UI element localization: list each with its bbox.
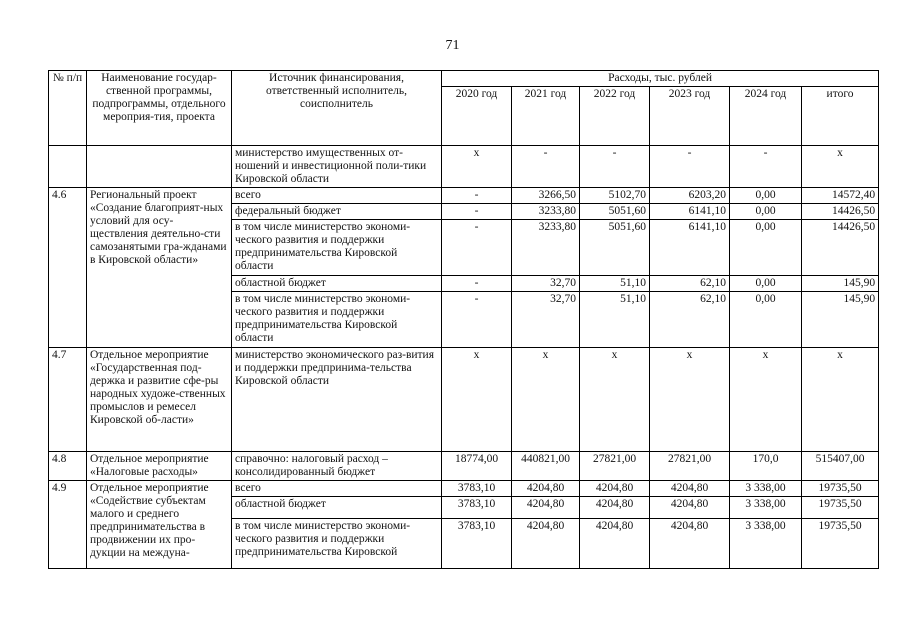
value-cell: 4204,80 [512,497,580,519]
value-cell: 51,10 [580,292,650,348]
header-expenses: Расходы, тыс. рублей [442,71,879,87]
value-cell: 4204,80 [512,519,580,569]
value-cell: 0,00 [730,220,802,276]
value-cell: - [442,292,512,348]
item-name: Региональный проект «Создание благоприят-ных условий для осу-ществления деятельно-сти самозанятыми гра-жданами в Кировской области» [87,188,232,348]
item-name: Отдельное мероприятие «Содействие субъектам малого и среднего предпринимательства в продвижении их про-дукции на междуна- [87,481,232,569]
value-cell: - [650,146,730,188]
value-cell: х [802,146,879,188]
value-cell: 4204,80 [580,497,650,519]
source-cell: в том числе министерство экономи-ческого развития и поддержки предпринимательства Кировской области [232,220,442,276]
value-cell: 145,90 [802,276,879,292]
value-cell: 3 338,00 [730,481,802,497]
value-cell: 14572,40 [802,188,879,204]
value-cell: х [730,348,802,452]
value-cell: - [580,146,650,188]
value-cell: 6141,10 [650,204,730,220]
source-cell: всего [232,188,442,204]
value-cell: 6141,10 [650,220,730,276]
value-cell: 6203,20 [650,188,730,204]
expenses-table [48,70,879,569]
header-year: 2024 год [730,87,802,146]
value-cell: - [512,146,580,188]
source-cell: министерство экономического раз-вития и поддержки предпринима-тельства Кировской области [232,348,442,452]
header-year: 2023 год [650,87,730,146]
value-cell: 19735,50 [802,481,879,497]
value-cell: 19735,50 [802,497,879,519]
value-cell: 5051,60 [580,220,650,276]
value-cell: 27821,00 [580,452,650,481]
value-cell: 145,90 [802,292,879,348]
header-year: 2022 год [580,87,650,146]
value-cell: 515407,00 [802,452,879,481]
value-cell: - [442,276,512,292]
value-cell: 3 338,00 [730,519,802,569]
value-cell: х [442,348,512,452]
row-num-cell [49,146,87,188]
page-number: 71 [445,38,460,53]
value-cell: х [802,348,879,452]
value-cell: 5102,70 [580,188,650,204]
value-cell: 0,00 [730,292,802,348]
source-cell: федеральный бюджет [232,204,442,220]
item-num: 4.8 [49,452,87,481]
value-cell: 4204,80 [650,481,730,497]
source-cell: справочно: налоговый расход – консолидированный бюджет [232,452,442,481]
item-name: Отдельное мероприятие «Налоговые расходы» [87,452,232,481]
value-cell: 19735,50 [802,519,879,569]
value-cell: х [650,348,730,452]
value-cell: х [512,348,580,452]
header-num: № п/п [49,71,87,146]
value-cell: 4204,80 [512,481,580,497]
value-cell: 3233,80 [512,220,580,276]
source-cell: министерство имущественных от-ношений и инвестиционной поли-тики Кировской области [232,146,442,188]
header-year: 2020 год [442,87,512,146]
source-cell: областной бюджет [232,276,442,292]
value-cell: 3783,10 [442,481,512,497]
value-cell: - [442,220,512,276]
row-name-cell [87,146,232,188]
header-name: Наименование государ-ственной программы, подпрограммы, отдельного мероприя-тия, проекта [87,71,232,146]
table-row [49,348,879,452]
value-cell: 62,10 [650,292,730,348]
value-cell: 0,00 [730,276,802,292]
value-cell: 3783,10 [442,519,512,569]
table-row [49,481,879,497]
value-cell: - [730,146,802,188]
value-cell: 4204,80 [650,497,730,519]
value-cell: 27821,00 [650,452,730,481]
table-row [49,452,879,481]
header-source: Источник финансирования, ответственный исполнитель, соисполнитель [232,71,442,146]
value-cell: 3266,50 [512,188,580,204]
header-total: итого [802,87,879,146]
source-cell: областной бюджет [232,497,442,519]
value-cell: 440821,00 [512,452,580,481]
value-cell: 32,70 [512,276,580,292]
source-cell: всего [232,481,442,497]
source-cell: в том числе министерство экономи-ческого развития и поддержки предпринимательства Кировской [232,519,442,569]
value-cell: х [442,146,512,188]
table-row [49,146,879,188]
header-year: 2021 год [512,87,580,146]
value-cell: 4204,80 [580,519,650,569]
item-num: 4.6 [49,188,87,348]
value-cell: 0,00 [730,204,802,220]
item-num: 4.9 [49,481,87,569]
value-cell: - [442,204,512,220]
item-num: 4.7 [49,348,87,452]
value-cell: 4204,80 [650,519,730,569]
value-cell: - [442,188,512,204]
value-cell: 32,70 [512,292,580,348]
item-name: Отдельное мероприятие «Государственная под-держка и развитие сфе-ры народных художе-ственных промыслов и ремесел Кировской об-ласти» [87,348,232,452]
value-cell: 170,0 [730,452,802,481]
value-cell: 3783,10 [442,497,512,519]
table-row [49,188,879,204]
value-cell: 14426,50 [802,220,879,276]
value-cell: 5051,60 [580,204,650,220]
value-cell: 0,00 [730,188,802,204]
value-cell: 4204,80 [580,481,650,497]
value-cell: 18774,00 [442,452,512,481]
value-cell: 3233,80 [512,204,580,220]
source-cell: в том числе министерство экономи-ческого развития и поддержки предпринимательства Кировской области [232,292,442,348]
value-cell: 62,10 [650,276,730,292]
value-cell: 51,10 [580,276,650,292]
value-cell: 3 338,00 [730,497,802,519]
value-cell: х [580,348,650,452]
value-cell: 14426,50 [802,204,879,220]
